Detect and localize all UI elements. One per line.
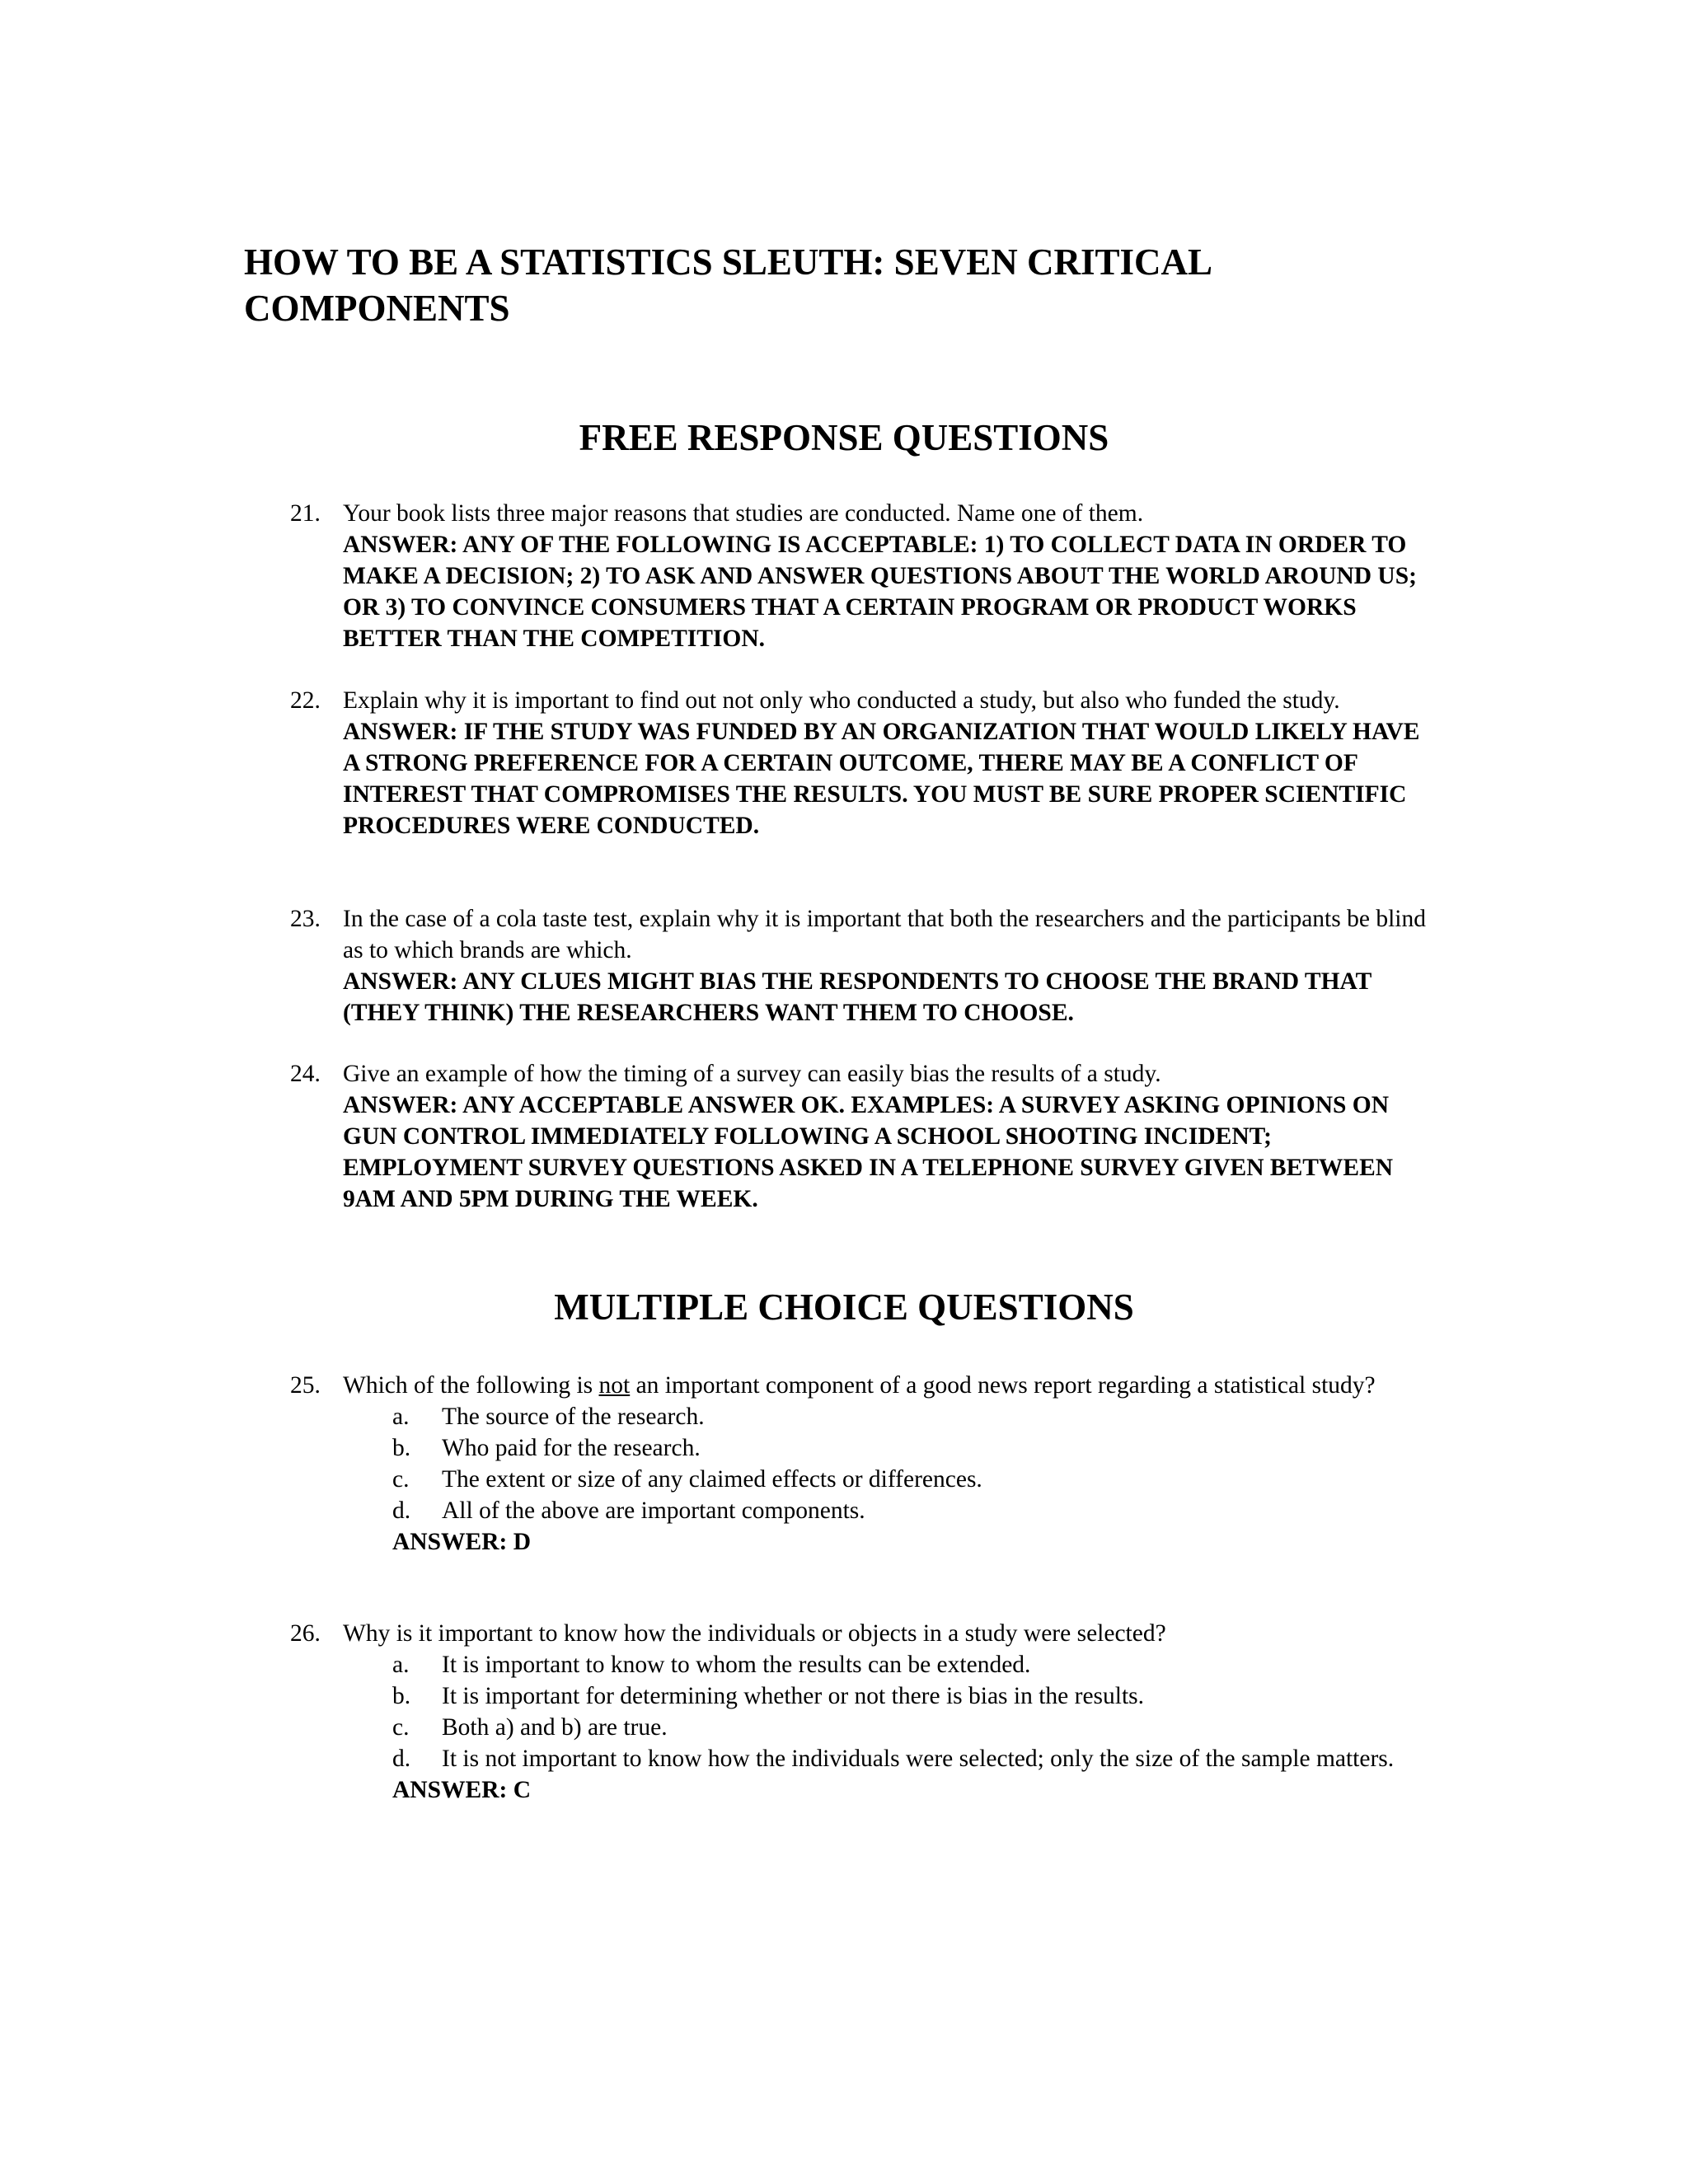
question-number: 22. bbox=[290, 687, 321, 714]
question-text-end: an important component of a good news report regarding a statistical study? bbox=[630, 1372, 1376, 1399]
option-a bbox=[343, 1649, 1428, 1680]
question-text: Explain why it is important to find out not only who conducted a study, but also who funded the study. bbox=[343, 687, 1340, 714]
answer-text: ANSWER: ANY ACCEPTABLE ANSWER OK. EXAMPLES: A SURVEY ASKING OPINIONS ON GUN CONTROL IMMEDIATELY FOLLOWING A SCHOOL SHOOTING INCIDENT; EMPLOYMENT SURVEY QUESTIONS ASKED IN A TELEPHONE SURVEY GIVEN BETWEEN 9AM AND 5PM DURING THE WEEK. bbox=[343, 1092, 1394, 1212]
answer-text: ANSWER: ANY CLUES MIGHT BIAS THE RESPONDENTS TO CHOOSE THE BRAND THAT (THEY THINK) THE RESEARCHERS WANT THEM TO CHOOSE. bbox=[343, 968, 1372, 1026]
option-list bbox=[343, 1401, 1428, 1526]
option-d bbox=[343, 1495, 1428, 1526]
question-26 bbox=[290, 1618, 1428, 1806]
question-24 bbox=[290, 1058, 1428, 1215]
option-c bbox=[343, 1712, 1428, 1743]
option-c bbox=[343, 1464, 1428, 1495]
option-letter: a. bbox=[392, 1652, 410, 1678]
free-response-heading: FREE RESPONSE QUESTIONS bbox=[579, 417, 1109, 458]
question-text: Why is it important to know how the individuals or objects in a study were selected? bbox=[343, 1620, 1166, 1647]
option-letter: a. bbox=[392, 1404, 410, 1430]
question-text-start: Which of the following is bbox=[343, 1372, 599, 1399]
question-text bbox=[343, 1370, 1428, 1401]
question-body bbox=[343, 1370, 1428, 1558]
question-23 bbox=[290, 903, 1428, 1029]
question-22 bbox=[290, 685, 1428, 841]
option-letter: c. bbox=[392, 1714, 410, 1741]
question-text: Your book lists three major reasons that studies are conducted. Name one of them. bbox=[343, 500, 1144, 527]
option-text: Both a) and b) are true. bbox=[442, 1714, 668, 1741]
option-text: Who paid for the research. bbox=[442, 1435, 701, 1461]
option-list bbox=[343, 1649, 1428, 1774]
multiple-choice-heading: MULTIPLE CHOICE QUESTIONS bbox=[554, 1286, 1134, 1328]
answer-text: ANSWER: ANY OF THE FOLLOWING IS ACCEPTABLE: 1) TO COLLECT DATA IN ORDER TO MAKE A DECISION; 2) TO ASK AND ANSWER QUESTIONS ABOUT THE WORLD AROUND US; OR 3) TO CONVINCE CONSUMERS THAT A CERTAIN PROGRAM OR PRODUCT WORKS BETTER THAN THE COMPETITION. bbox=[343, 532, 1417, 652]
question-text: In the case of a cola taste test, explain why it is important that both the researchers and the participants be blind as to which brands are which. bbox=[343, 906, 1426, 963]
option-letter: d. bbox=[392, 1746, 411, 1772]
question-body bbox=[343, 1618, 1428, 1806]
option-text: It is important to know to whom the results can be extended. bbox=[442, 1652, 1031, 1678]
document-title-line-1: HOW TO BE A STATISTICS SLEUTH: SEVEN CRITICAL bbox=[244, 241, 1213, 283]
question-25 bbox=[290, 1370, 1428, 1558]
answer-text: ANSWER: D bbox=[392, 1529, 531, 1555]
option-text: It is important for determining whether or not there is bias in the results. bbox=[442, 1683, 1145, 1709]
question-text: Give an example of how the timing of a survey can easily bias the results of a study. bbox=[343, 1061, 1161, 1087]
answer-text: ANSWER: IF THE STUDY WAS FUNDED BY AN ORGANIZATION THAT WOULD LIKELY HAVE A STRONG PREFERENCE FOR A CERTAIN OUTCOME, THERE MAY BE A CONFLICT OF INTEREST THAT COMPROMISES THE RESULTS. YOU MUST BE SURE PROPER SCIENTIFIC PROCEDURES WERE CONDUCTED. bbox=[343, 719, 1420, 839]
option-a bbox=[343, 1401, 1428, 1432]
question-number: 21. bbox=[290, 500, 321, 527]
option-text: The source of the research. bbox=[442, 1404, 705, 1430]
option-text: The extent or size of any claimed effects or differences. bbox=[442, 1466, 982, 1493]
option-letter: b. bbox=[392, 1683, 411, 1709]
option-letter: d. bbox=[392, 1497, 411, 1524]
answer-text: ANSWER: C bbox=[392, 1777, 531, 1803]
option-text: It is not important to know how the individuals were selected; only the size of the sample matters. bbox=[442, 1746, 1395, 1772]
option-text: All of the above are important components. bbox=[442, 1497, 865, 1524]
question-body bbox=[343, 903, 1428, 1029]
question-body bbox=[343, 685, 1428, 841]
question-number: 24. bbox=[290, 1061, 321, 1087]
option-letter: b. bbox=[392, 1435, 411, 1461]
question-21 bbox=[290, 498, 1428, 654]
document-title-line-2: COMPONENTS bbox=[244, 288, 510, 329]
question-body bbox=[343, 1058, 1428, 1215]
question-number: 25. bbox=[290, 1372, 321, 1399]
document-title bbox=[244, 239, 1439, 331]
question-number: 23. bbox=[290, 906, 321, 932]
question-body bbox=[343, 498, 1428, 654]
option-letter: c. bbox=[392, 1466, 410, 1493]
option-b bbox=[343, 1680, 1428, 1712]
option-b bbox=[343, 1432, 1428, 1464]
question-number: 26. bbox=[290, 1620, 321, 1647]
underlined-word: not bbox=[598, 1372, 631, 1399]
option-d bbox=[343, 1743, 1428, 1774]
